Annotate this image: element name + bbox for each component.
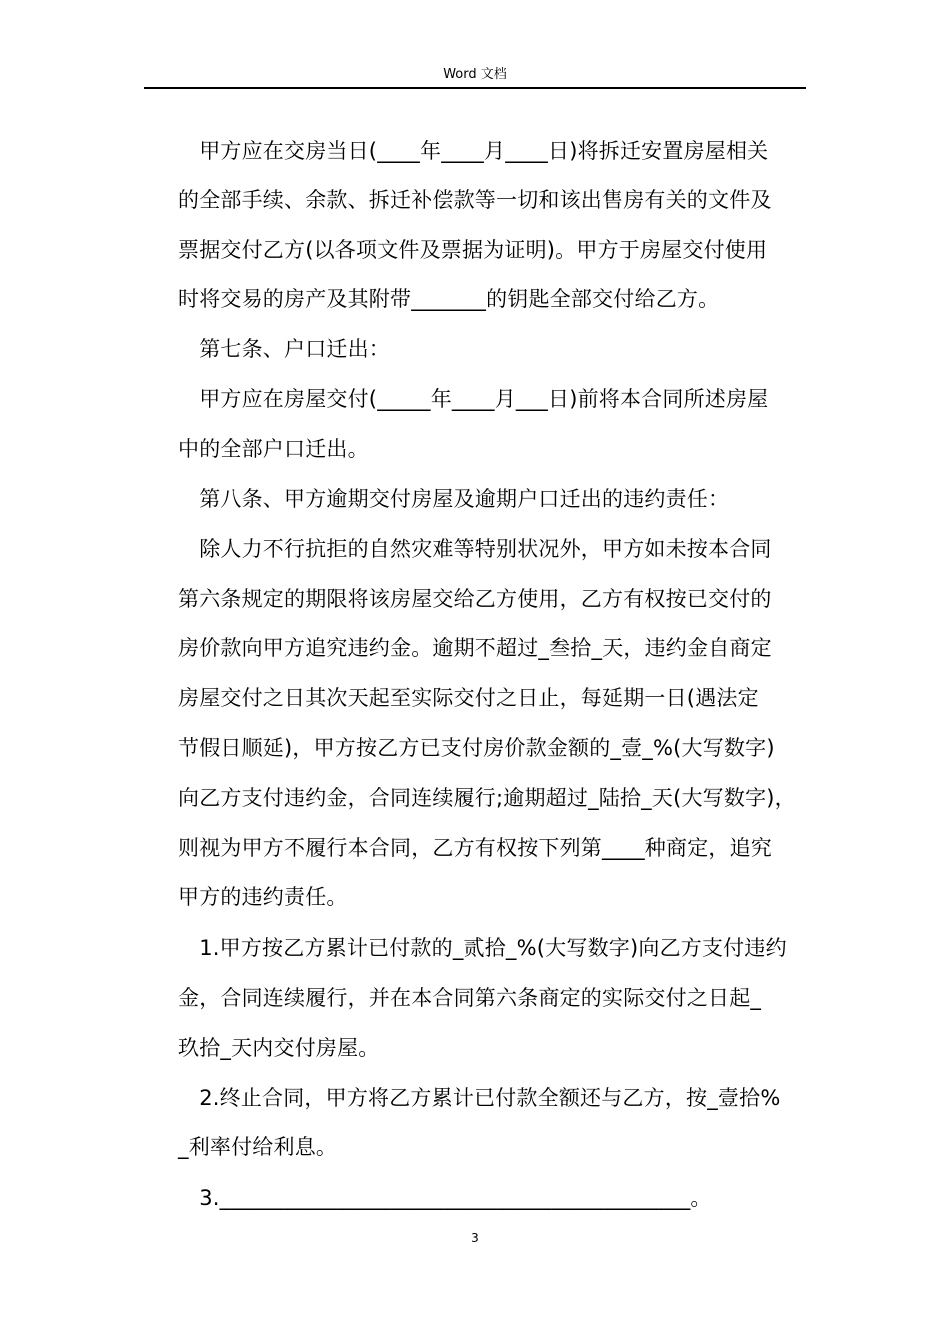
text-line: 票据交付乙方(以各项文件及票据为证明)。甲方于房屋交付使用 — [178, 238, 768, 262]
list-item-1: 1.甲方按乙方累计已付款的_贰拾_%(大写数字)向乙方支付违约 — [178, 936, 787, 960]
text-line: _利率付给利息。 — [178, 1135, 338, 1159]
page-header-title: Word 文档 — [443, 67, 507, 82]
text-line: 则视为甲方不履行本合同，乙方有权按下列第____种商定，追究 — [178, 836, 772, 860]
section-heading: 第七条、户口迁出： — [178, 337, 390, 361]
text-line: 金，合同连续履行，并在本合同第六条商定的实际交付之日起_ — [178, 986, 762, 1010]
text-line: 中的全部户口迁出。 — [178, 437, 369, 461]
text-line: 的全部手续、余款、拆迁补偿款等一切和该出售房有关的文件及 — [178, 188, 772, 212]
text-line: 时将交易的房产及其附带_______的钥匙全部交付给乙方。 — [178, 287, 720, 311]
text-line: 甲方应在房屋交付(_____年____月___日)前将本合同所述房屋 — [178, 387, 769, 411]
text-line: 向乙方支付违约金，合同连续履行;逾期超过_陆拾_天(大写数字)， — [178, 786, 796, 810]
header-divider — [144, 87, 806, 89]
text-line: 房屋交付之日其次天起至实际交付之日止，每延期一日(遇法定 — [178, 686, 759, 710]
text-line: 甲方的违约责任。 — [178, 885, 348, 909]
text-line: 节假日顺延)，甲方按乙方已支付房价款金额的_壹_%(大写数字) — [178, 736, 775, 760]
list-item-2: 2.终止合同，甲方将乙方累计已付款全额还与乙方，按_壹拾% — [178, 1086, 781, 1110]
text-line: 玖拾_天内交付房屋。 — [178, 1036, 380, 1060]
text-line: 第六条规定的期限将该房屋交给乙方使用，乙方有权按已交付的 — [178, 587, 772, 611]
text-line: 甲方应在交房当日(____年____月____日)将拆迁安置房屋相关 — [178, 139, 769, 163]
text-line: 房价款向甲方追究违约金。逾期不超过_叁拾_天，违约金自商定 — [178, 636, 772, 660]
list-item-3: 3.____________________________________________。 — [178, 1186, 712, 1210]
text-line: 除人力不行抗拒的自然灾难等特别状况外，甲方如未按本合同 — [178, 537, 772, 561]
section-heading: 第八条、甲方逾期交付房屋及逾期户口迁出的违约责任： — [178, 487, 730, 511]
page-number: 3 — [471, 1231, 479, 1245]
